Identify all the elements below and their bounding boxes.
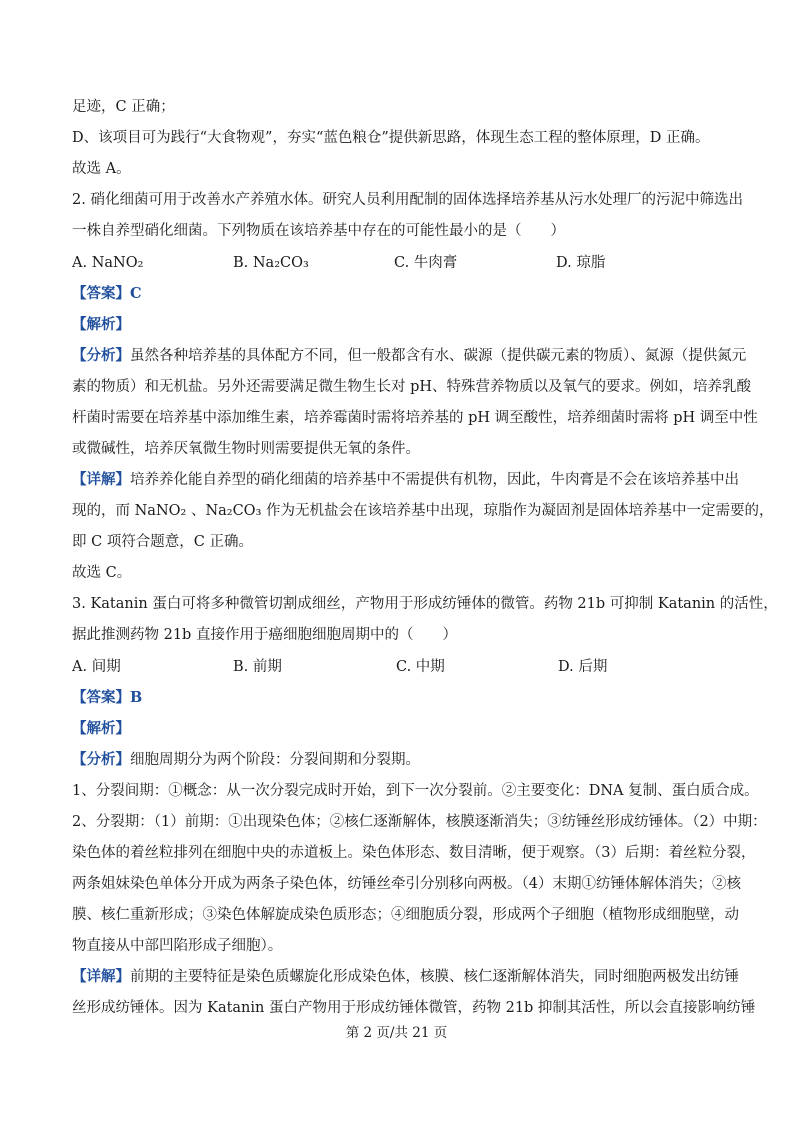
text-line: 即 C 项符合题意，C 正确。 (72, 534, 254, 550)
analysis-label: 【解析】 (72, 720, 130, 737)
text-line: 物直接从中部凹陷形成子细胞）。 (72, 938, 283, 954)
text-line: 杆菌时需要在培养基中添加维生素，培养霉菌时需将培养基的 pH 调至酸性，培养细菌时需将 pH 调至中性 (72, 410, 758, 426)
question-2-stem: 一株自养型硝化细菌。下列物质在该培养基中存在的可能性最小的是（ ） (72, 223, 565, 239)
text-line: 2、分裂期：（1）前期：①出现染色体；②核仁逐渐解体，核膜逐渐消失；③纺锤丝形成纺锤体。（2）中期： (72, 814, 767, 830)
section-tag: 【详解】 (72, 968, 130, 985)
text-line: 素的物质）和无机盐。另外还需要满足微生物生长对 pH、特殊营养物质以及氧气的要求。例如，培养乳酸 (72, 379, 752, 395)
text-line: 故选 C。 (72, 565, 132, 581)
text-line: 【分析】虽然各种培养基的具体配方不同，但一般都含有水、碳源（提供碳元素的物质）、氮源（提供氮元 (72, 347, 747, 364)
question-3-stem: 3. Katanin 蛋白可将多种微管切割成细丝，产物用于形成纺锤体的微管。药物 21b 可抑制 Katanin 的活性， (72, 596, 778, 612)
section-tag: 【详解】 (72, 471, 130, 488)
text-line: 【详解】培养养化能自养型的硝化细菌的培养基中不需提供有机物，因此，牛肉膏是不会在该培养基中出 (72, 471, 739, 488)
section-tag: 【分析】 (72, 751, 130, 768)
q3-option-a: A. 间期 (72, 659, 121, 675)
q2-option-c: C. 牛肉膏 (394, 255, 458, 271)
question-2-stem: 2. 硝化细菌可用于改善水产养殖水体。研究人员利用配制的固体选择培养基从污水处理厂的污泥中筛选出 (72, 192, 743, 208)
text-line: 染色体的着丝粒排列在细胞中央的赤道板上。染色体形态、数目清晰，便于观察。（3）后期：着丝粒分裂， (72, 845, 756, 861)
question-3-stem: 据此推测药物 21b 直接作用于癌细胞细胞周期中的（ ） (72, 627, 457, 643)
text-line: 膜、核仁重新形成；③染色体解旋成染色质形态；④细胞质分裂，形成两个子细胞（植物形成细胞壁，动 (72, 907, 739, 923)
text-line: 【分析】细胞周期分为两个阶段：分裂间期和分裂期。 (72, 751, 420, 768)
answer-label: 【答案】C (72, 285, 142, 302)
answer-label: 【答案】B (72, 689, 143, 706)
text-line: 现的，而 NaNO₂ 、Na₂CO₃ 作为无机盐会在该培养基中出现，琼脂作为凝固剂是固体培养基中一定需要的， (72, 503, 774, 519)
q3-option-d: D. 后期 (558, 659, 608, 675)
section-tag: 【分析】 (72, 347, 130, 364)
text-line: 【详解】前期的主要特征是染色质螺旋化形成染色体，核膜、核仁逐渐解体消失，同时细胞两极发出纺锤 (72, 968, 739, 985)
q3-option-c: C. 中期 (396, 659, 445, 675)
text-line: 足迹，C 正确； (72, 99, 175, 115)
text-line: D、该项目可为践行“大食物观”，夯实“蓝色粮仓”提供新思路，体现生态工程的整体原理，D 正确。 (72, 130, 710, 146)
q3-option-b: B. 前期 (233, 659, 282, 675)
text-line: 故选 A。 (72, 161, 131, 177)
text-line: 两条姐妹染色单体分开成为两条子染色体，纺锤丝牵引分别移向两极。（4）末期①纺锤体解体消失；②核 (72, 876, 741, 892)
q2-option-a: A. NaNO₂ (72, 255, 144, 271)
text-line: 丝形成纺锤体。因为 Katanin 蛋白产物用于形成纺锤体微管，药物 21b 抑制其活性，所以会直接影响纺锤 (72, 1000, 756, 1016)
q2-option-d: D. 琼脂 (556, 255, 606, 271)
text-line: 1、分裂间期：①概念：从一次分裂完成时开始，到下一次分裂前。②主要变化：DNA 复制、蛋白质合成。 (72, 783, 759, 799)
text-line: 或微碱性，培养厌氧微生物时则需要提供无氧的条件。 (72, 441, 420, 457)
page-number-footer: 第 2 页/共 21 页 (345, 1025, 448, 1041)
analysis-label: 【解析】 (72, 316, 130, 333)
q2-option-b: B. Na₂CO₃ (233, 255, 309, 271)
